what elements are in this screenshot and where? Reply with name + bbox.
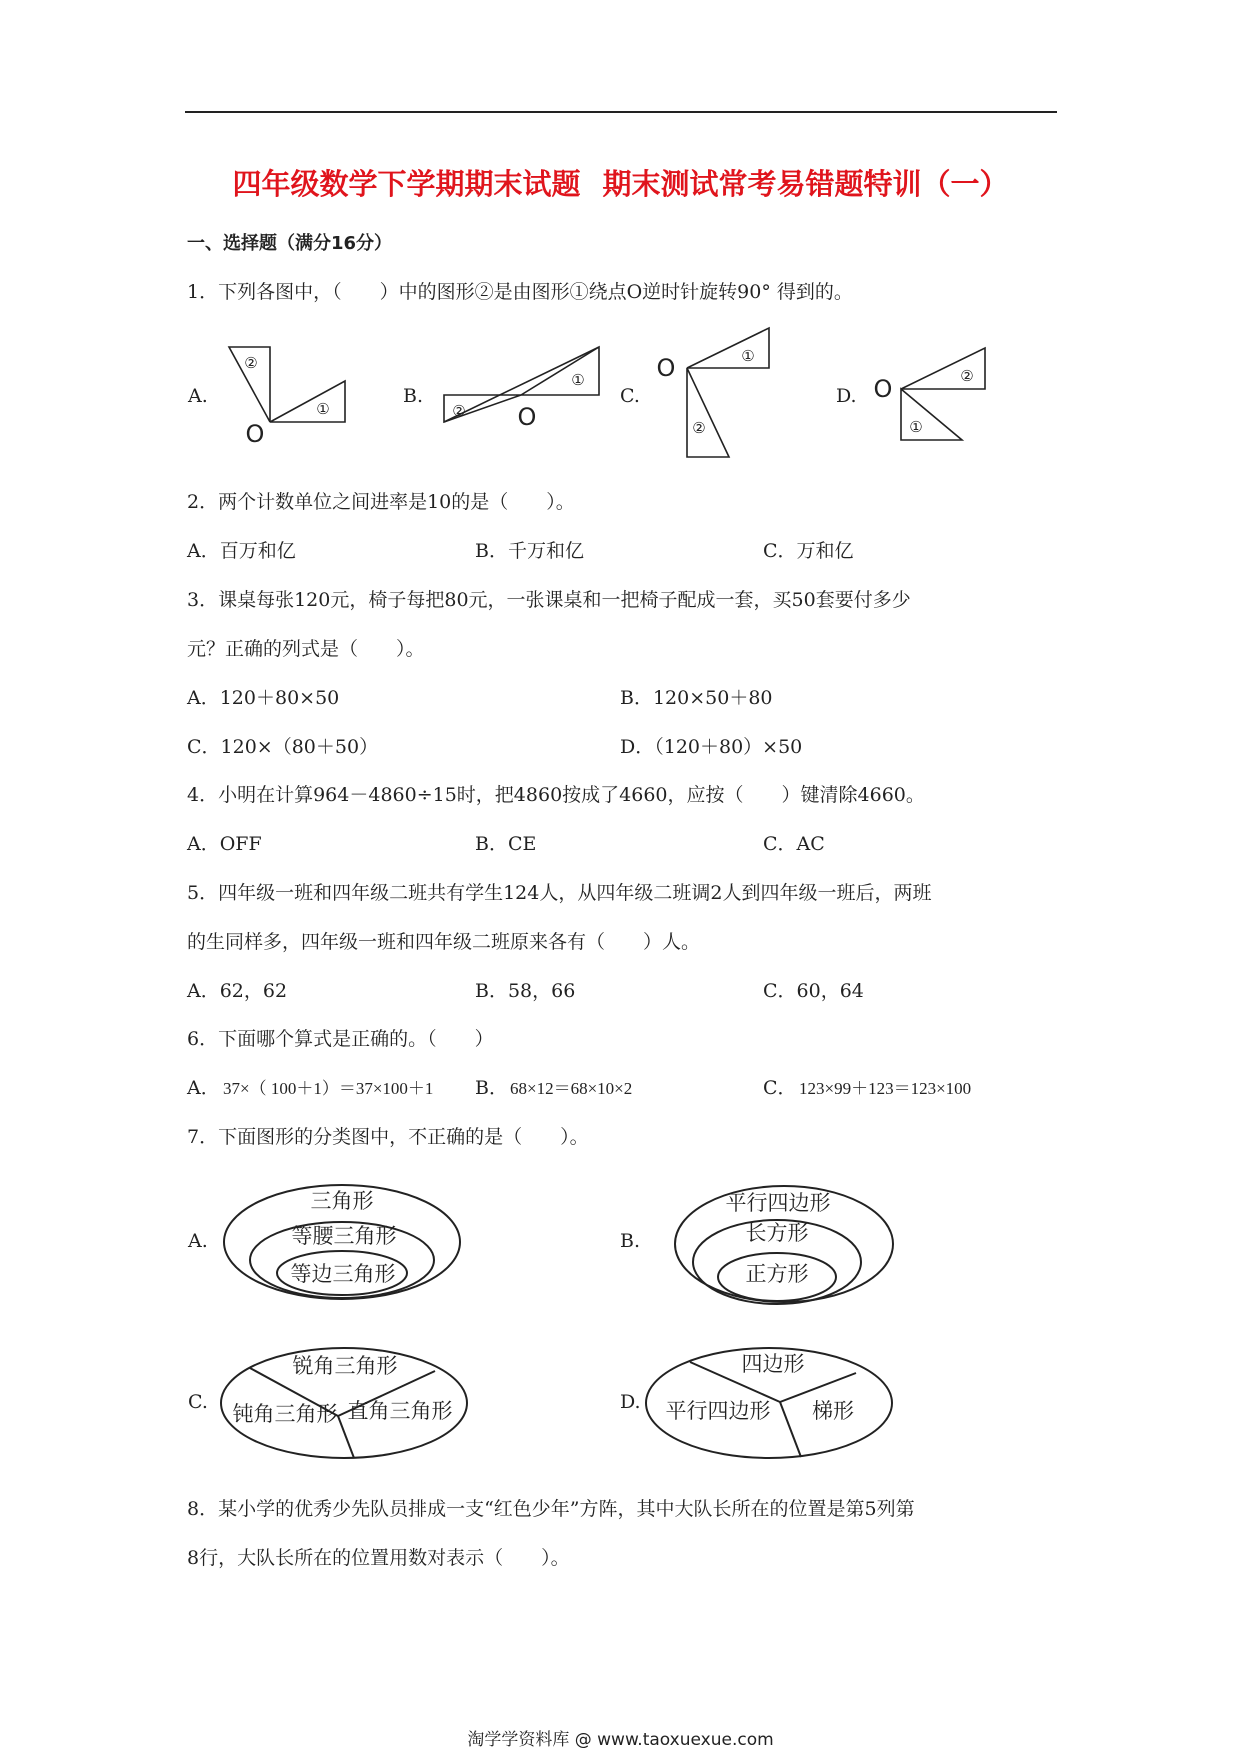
q6-option-a-label: A．	[187, 1077, 220, 1099]
q1-figures	[0, 0, 1241, 470]
q7-option-a-label: A.	[188, 1230, 208, 1252]
q6-formula-a: 37×（ 100＋1）＝37×100＋1	[223, 1079, 434, 1098]
title-left: 四年级数学下学期期末试题	[232, 167, 581, 201]
q7-option-b-label: B.	[620, 1230, 641, 1252]
q5-option-a: A．62，62	[187, 980, 288, 1002]
q1c-triangle-2	[687, 368, 729, 457]
q1b-label-2: ②	[452, 402, 466, 420]
q6-formula-c: 123×99＋123＝123×100	[799, 1079, 972, 1098]
q4-option-a: A．OFF	[187, 833, 262, 855]
q4-option-b: B．CE	[475, 833, 537, 855]
q1a-triangle-1	[270, 381, 345, 422]
q1d-label-1: ①	[909, 418, 923, 436]
q4-option-c: C．AC	[763, 833, 825, 855]
q1d-point-o: O	[873, 375, 893, 403]
q1a-point-o: O	[245, 420, 265, 448]
q2-text: 2．两个计数单位之间进率是10的是（ ）。	[187, 491, 575, 513]
q6-option-c-label: C．	[763, 1077, 797, 1099]
q1-option-b-label: B.	[403, 385, 424, 407]
section-heading: 一、选择题（满分16分）	[187, 233, 393, 254]
q3-option-d: D．（120＋80）×50	[620, 736, 803, 758]
q2-option-c: C．万和亿	[763, 540, 854, 562]
q5-option-c: C．60，64	[763, 980, 864, 1002]
q1b-label-1: ①	[571, 371, 585, 389]
q7c-label-right: 直角三角形	[347, 1399, 453, 1423]
q8-text-line2: 8行，大队长所在的位置用数对表示（ ）。	[187, 1547, 570, 1569]
q3-option-b: B．120×50＋80	[620, 687, 773, 709]
q2-option-a: A．百万和亿	[187, 540, 296, 562]
q6-option-b-label: B．	[475, 1077, 508, 1099]
q1b-point-o: O	[517, 403, 537, 431]
q7b-label-outer: 平行四边形	[725, 1191, 831, 1215]
q7b-label-inner: 正方形	[745, 1262, 809, 1286]
q5-text-line2: 的生同样多，四年级一班和四年级二班原来各有（ ）人。	[187, 931, 701, 953]
q7-diagrams	[0, 1160, 1241, 1470]
q1d-label-2: ②	[960, 367, 974, 385]
q5-text-line1: 5．四年级一班和四年级二班共有学生124人，从四年级二班调2人到四年级一班后，两班	[187, 882, 932, 904]
q7d-label-left: 平行四边形	[665, 1399, 771, 1423]
q7d-label-right: 梯形	[812, 1399, 854, 1423]
q8-text-line1: 8．某小学的优秀少先队员排成一支“红色少年”方阵，其中大队长所在的位置是第5列第	[187, 1498, 915, 1520]
q1c-label-1: ①	[741, 347, 755, 365]
q3-text-line1: 3．课桌每张120元，椅子每把80元，一张课桌和一把椅子配成一套，买50套要付多少	[187, 589, 911, 611]
q5-option-b: B．58，66	[475, 980, 576, 1002]
q6-formula-b: 68×12＝68×10×2	[510, 1079, 633, 1098]
q7a-label-middle: 等腰三角形	[291, 1224, 397, 1248]
q7a-label-inner: 等边三角形	[290, 1262, 396, 1286]
q1a-label-1: ①	[316, 400, 330, 418]
q7-option-c-label: C.	[188, 1391, 208, 1413]
q1c-label-2: ②	[692, 419, 706, 437]
q1c-triangle-1	[687, 328, 769, 368]
q3-text-line2: 元？正确的列式是（ ）。	[187, 638, 425, 660]
footer-watermark: 淘学学资料库 @ www.taoxuexue.com	[467, 1730, 774, 1750]
q1-text: 1．下列各图中，（ ）中的图形②是由图形①绕点O逆时针旋转90° 得到的。	[187, 281, 853, 303]
q3-option-c: C．120×（80＋50）	[187, 736, 379, 758]
title-right: 期末测试常考易错题特训（一）	[602, 167, 1009, 201]
q7d-label-top: 四边形	[741, 1352, 805, 1376]
q7-option-d-label: D.	[620, 1391, 641, 1413]
q2-option-b: B．千万和亿	[475, 540, 584, 562]
q4-text: 4．小明在计算964－4860÷15时，把4860按成了4660，应按（ ）键清除4660。	[187, 784, 925, 806]
q1c-point-o: O	[656, 354, 676, 382]
q1-option-a-label: A.	[188, 385, 208, 407]
q6-text: 6．下面哪个算式是正确的。（ ）	[187, 1028, 494, 1050]
q7-text: 7．下面图形的分类图中，不正确的是（ ）。	[187, 1126, 589, 1148]
q1b-triangle-1	[521, 347, 599, 395]
q7b-label-middle: 长方形	[745, 1221, 809, 1245]
q7c-label-top: 锐角三角形	[292, 1354, 398, 1378]
q7a-label-outer: 三角形	[310, 1189, 374, 1213]
q1a-label-2: ②	[244, 354, 258, 372]
q3-option-a: A．120＋80×50	[187, 687, 340, 709]
q1-option-d-label: D.	[836, 385, 857, 407]
q1-option-c-label: C.	[620, 385, 640, 407]
q7c-label-left: 钝角三角形	[232, 1402, 338, 1426]
